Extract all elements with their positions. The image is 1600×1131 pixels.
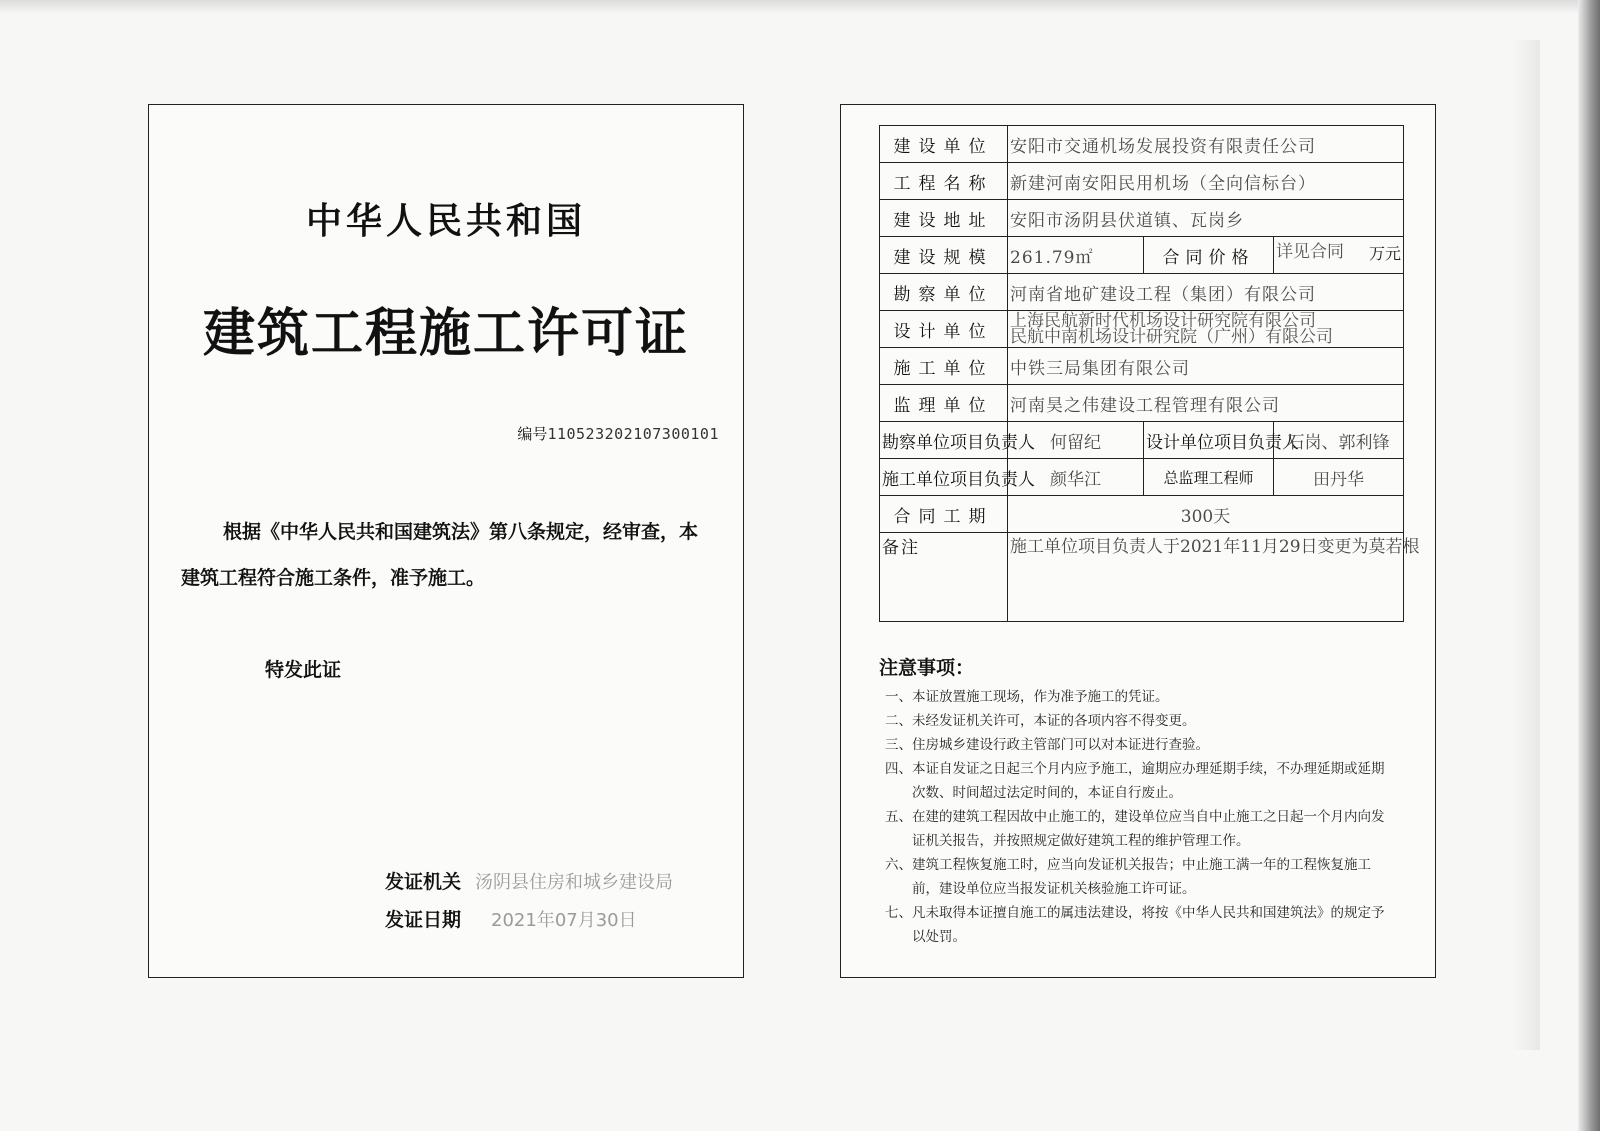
permit-number-label: 编号 [517, 425, 548, 443]
survey-unit-label: 勘察单位 [880, 274, 1008, 311]
country-name: 中华人民共和国 [305, 200, 586, 242]
table-row [880, 237, 1404, 274]
scale-value: 261.79㎡ [1008, 237, 1144, 274]
permit-cover-page [148, 104, 744, 978]
table-row [880, 422, 1404, 459]
design-unit-line-2: 民航中南机场设计研究院（广州）有限公司 [1010, 327, 1333, 347]
list-item [885, 805, 1385, 853]
remark-value: 施工单位项目负责人于2021年11月29日变更为莫若根 [1008, 533, 1404, 622]
design-lead-value: 石岗、郭利锋 [1274, 422, 1404, 459]
builder-value: 安阳市交通机场发展投资有限责任公司 [1008, 126, 1404, 163]
notice-title: 注意事项： [879, 657, 975, 679]
address-value: 安阳市汤阴县伏道镇、瓦岗乡 [1008, 200, 1404, 237]
price-value: 详见合同 [1276, 242, 1344, 262]
project-name-label: 工程名称 [880, 163, 1008, 200]
address-label: 建设地址 [880, 200, 1008, 237]
design-unit-value [1008, 311, 1404, 348]
notice-text: 住房城乡建设行政主管部门可以对本证进行查验。 [912, 737, 1209, 753]
notice-number: 七、 [885, 905, 912, 921]
contract-period-value: 300天 [1008, 496, 1404, 533]
notice-number: 一、 [885, 689, 912, 705]
fold-shadow [1512, 40, 1540, 1050]
supervision-unit-label: 监理单位 [880, 385, 1008, 422]
issue-date [385, 905, 637, 932]
price-label: 合同价格 [1144, 237, 1274, 274]
design-unit-line-1: 上海民航新时代机场设计研究院有限公司 [1010, 311, 1316, 331]
table-row [880, 126, 1404, 163]
issuing-authority-value: 汤阴县住房和城乡建设局 [475, 872, 674, 893]
construction-unit-label: 施工单位 [880, 348, 1008, 385]
permit-number [517, 423, 719, 444]
table-row [880, 200, 1404, 237]
issue-statement: 特发此证 [265, 659, 342, 681]
contract-period-label: 合同工期 [880, 496, 1008, 533]
notice-text: 建筑工程恢复施工时，应当向发证机关报告；中止施工满一年的工程恢复施工前，建设单位应当报发证机关核验施工许可证。 [912, 857, 1371, 897]
issuing-authority [385, 867, 673, 894]
list-item [885, 853, 1385, 901]
table-row [880, 385, 1404, 422]
issue-date-label: 发证日期 [385, 909, 462, 931]
table-row [880, 496, 1404, 533]
notice-text: 在建的建筑工程因故中止施工的，建设单位应当自中止施工之日起一个月内向发证机关报告，并按照规定做好建筑工程的维护管理工作。 [912, 809, 1385, 849]
project-name-value: 新建河南安阳民用机场（全向信标台） [1008, 163, 1404, 200]
scan-edge [0, 0, 1600, 14]
notice-text: 凡未取得本证擅自施工的属违法建设，将按《中华人民共和国建筑法》的规定予以处罚。 [912, 905, 1385, 945]
price-cell [1274, 237, 1404, 274]
list-item [885, 901, 1385, 949]
survey-lead-label: 勘察单位项目负责人 [880, 422, 1008, 459]
chief-supervisor-label: 总监理工程师 [1144, 459, 1274, 496]
notice-text: 本证自发证之日起三个月内应予施工，逾期应办理延期手续，不办理延期或延期次数、时间超过法定时间的，本证自行废止。 [912, 761, 1385, 801]
table-row [880, 533, 1404, 622]
construction-unit-value: 中铁三局集团有限公司 [1008, 348, 1404, 385]
table-row [880, 274, 1404, 311]
survey-unit-value: 河南省地矿建设工程（集团）有限公司 [1008, 274, 1404, 311]
survey-lead-value: 何留纪 [1008, 422, 1144, 459]
table-row [880, 459, 1404, 496]
issue-date-value: 2021年07月30日 [491, 910, 637, 931]
scanner-edge-strip [1578, 0, 1600, 1131]
notice-text: 未经发证机关许可，本证的各项内容不得变更。 [912, 713, 1196, 729]
notice-list [885, 685, 1385, 949]
list-item [885, 757, 1385, 805]
design-unit-label: 设计单位 [880, 311, 1008, 348]
supervision-unit-value: 河南昊之伟建设工程管理有限公司 [1008, 385, 1404, 422]
permit-detail-page [840, 104, 1436, 978]
notice-number: 四、 [885, 761, 912, 777]
permit-body-text: 根据《中华人民共和国建筑法》第八条规定，经审查，本建筑工程符合施工条件，准予施工。 [181, 521, 699, 589]
construction-lead-value: 颜华江 [1008, 459, 1144, 496]
table-row [880, 163, 1404, 200]
scale-label: 建设规模 [880, 237, 1008, 274]
permit-title: 建筑工程施工许可证 [202, 304, 689, 364]
table-row [880, 348, 1404, 385]
issuing-authority-label: 发证机关 [385, 871, 462, 893]
notice-text: 本证放置施工现场，作为准予施工的凭证。 [912, 689, 1169, 705]
price-unit: 万元 [1369, 244, 1402, 263]
notice-number: 五、 [885, 809, 912, 825]
notice-number: 二、 [885, 713, 912, 729]
list-item [885, 733, 1385, 757]
notice-number: 三、 [885, 737, 912, 753]
remark-label: 备注 [880, 533, 1008, 622]
chief-supervisor-value: 田丹华 [1274, 459, 1404, 496]
table-row [880, 311, 1404, 348]
builder-label: 建设单位 [880, 126, 1008, 163]
list-item [885, 709, 1385, 733]
design-lead-label: 设计单位项目负责人 [1144, 422, 1274, 459]
list-item [885, 685, 1385, 709]
permit-number-value: 110523202107300101 [547, 425, 719, 443]
notice-number: 六、 [885, 857, 912, 873]
project-info-table [879, 125, 1420, 622]
construction-lead-label: 施工单位项目负责人 [880, 459, 1008, 496]
